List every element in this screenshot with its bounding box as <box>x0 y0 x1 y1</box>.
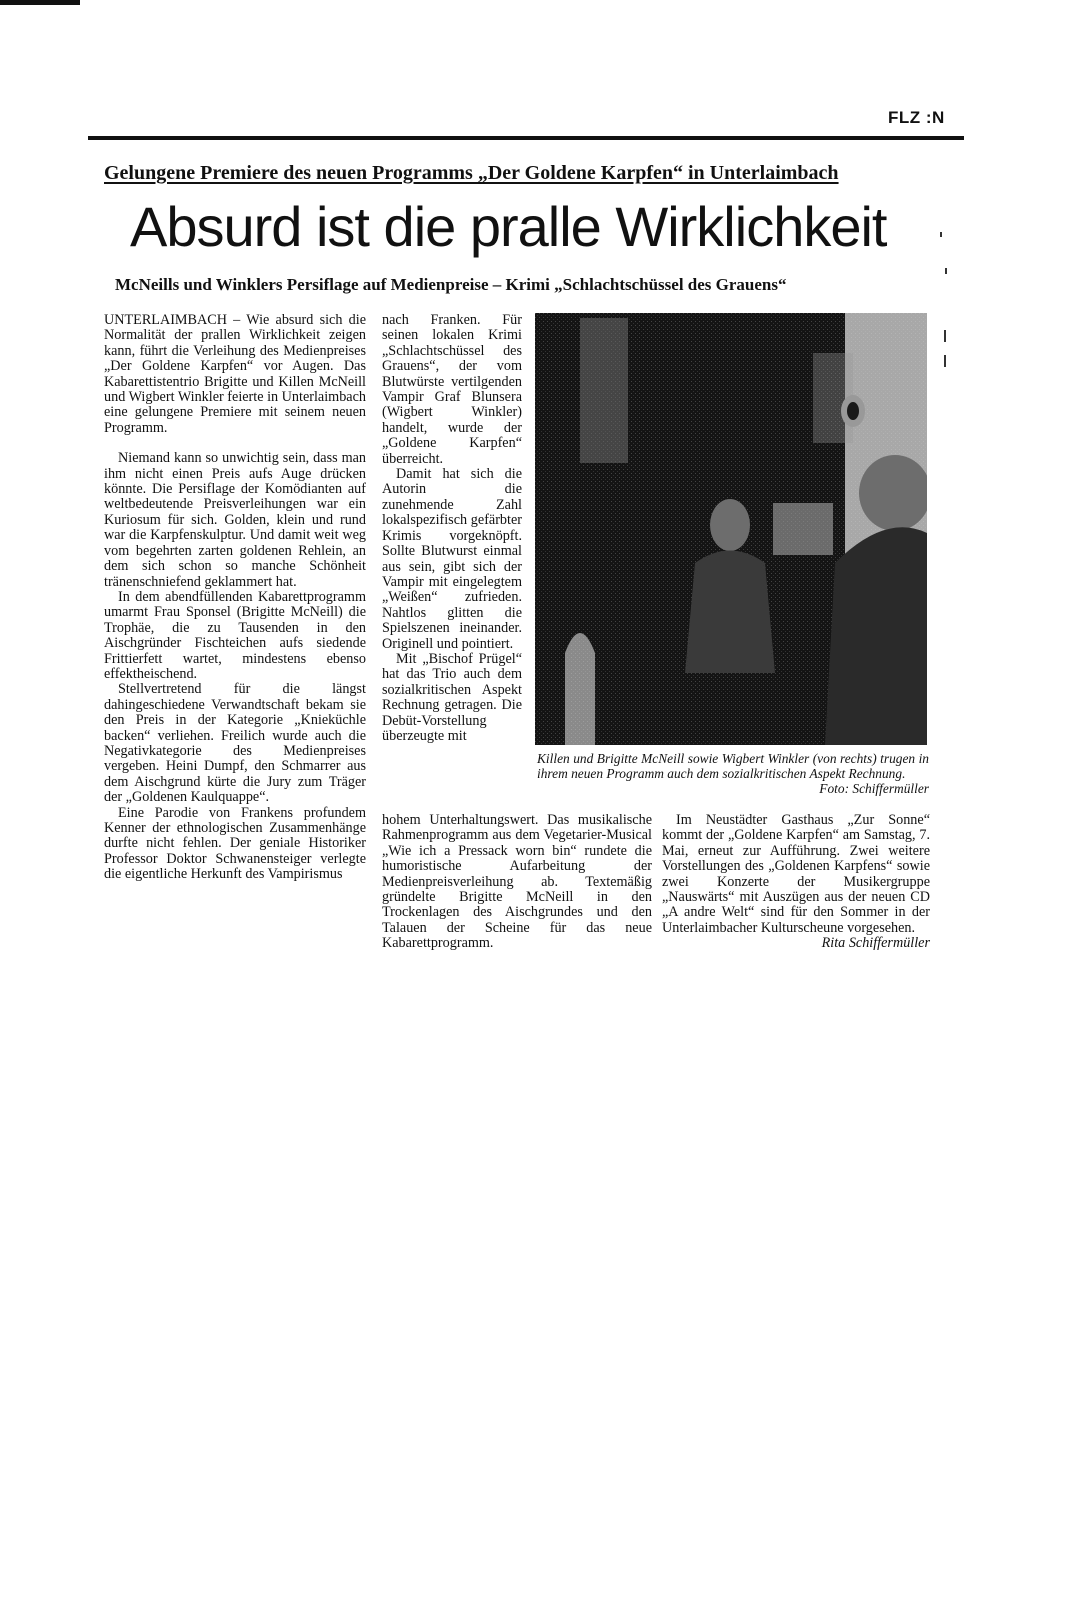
photo-caption <box>537 751 929 797</box>
header-rule <box>88 136 964 140</box>
paragraph: nach Franken. Für seinen lokalen Krimi „Schlachtschüssel des Grauens“, der vom Blutwürste vertilgenden Vampir Graf Blunsera (Wigbert Winkler) handelt, wurde der „Goldene Karpfen“ überreicht. <box>382 312 522 467</box>
kicker: Gelungene Premiere des neuen Programms „Der Goldene Karpfen“ in Unterlaimbach <box>104 162 839 184</box>
paragraph: Mit „Bischof Prügel“ hat das Trio auch dem sozialkritischen Aspekt Rechnung getragen. Die Debüt-Vorstellung überzeugte mit <box>382 650 522 744</box>
scan-artifact <box>944 355 946 367</box>
paragraph: Stellvertretend für die längst dahingeschiedene Verwandtschaft bekam sie den Preis in der Kategorie „Knieküchle backen“ verliehen. Freilich wurde auch die Negativkategorie des Medienpreises vergeben. Heini Dumpf, den Schmarrer aus dem Aischgrund kürte die Jury zum Träger der „Goldenen Kaulquappe“. <box>104 681 366 806</box>
paragraph: In dem abendfüllenden Kabarettprogramm umarmt Frau Sponsel (Brigitte McNeill) die Trophäe, die zu Tausenden in den Aischgründer Fischteichen aufs siedende Frittierfett wartet, mindestens ebenso effektheischend. <box>104 588 366 682</box>
photo-credit: Foto: Schiffermüller <box>819 781 929 797</box>
paragraph: Im Neustädter Gasthaus „Zur Sonne“ kommt der „Goldene Karpfen“ am Samstag, 7. Mai, erneut zur Aufführung. Zwei weitere Vorstellungen des „Goldenen Karpfens“ sowie zwei Konzerte der Musikergruppe „Nauswärts“ mit Auszügen aus der neuen CD „A andre Welt“ sind für den Sommer in der Unterlaimbacher Kulturscheune vorgesehen. <box>662 812 930 936</box>
article-column-2-continued <box>382 813 652 952</box>
paragraph: UNTERLAIMBACH – Wie absurd sich die Normalität der prallen Wirklichkeit zeigen kann, führt die Verleihung des Medienpreises „Der Goldene Karpfen“ vor Augen. Das Kabarettistentrio Brigitte und Killen McNeill und Wigbert Winkler feierte in Unterlaimbach eine gelungene Premiere mit seinem neuen Programm. <box>104 312 366 436</box>
article-photo <box>535 313 927 745</box>
scan-artifact <box>944 330 946 342</box>
scan-artifact <box>945 268 947 274</box>
paragraph: Damit hat sich die Autorin die zunehmende Zahl lokalspezifisch gefärbter Krimis vorgeknöpft. Sollte Blutwurst einmal aus sein, gibt sich der Vampir mit eingelegtem „Weißen“ zufrieden. Nahtlos glitten die Spielszenen ineinander. Originell und pointiert. <box>382 466 522 652</box>
subheadline: McNeills und Winklers Persiflage auf Medienpreise – Krimi „Schlachtschüssel des Grauens“ <box>115 275 787 294</box>
author-byline: Rita Schiffermüller <box>821 935 930 952</box>
scan-artifact <box>940 232 942 237</box>
article-column-3 <box>662 813 930 952</box>
article-column-2 <box>382 313 522 744</box>
page-tag: FLZ :N <box>888 108 945 127</box>
paragraph: hohem Unterhaltungswert. Das musikalische Rahmenprogramm aus dem Vegetarier-Musical „Wie ich a Pressack worn bin“ rundete die humoristische Aufarbeitung der Medienpreisverleihung ab. Textemäßig gründelte Brigitte McNeill in den Trockenlagen des Aischgrundes und den Talauen der Scheine für das neue Kabarettprogramm. <box>382 812 652 952</box>
paragraph: Eine Parodie von Frankens profundem Kenner der ethnologischen Zusammenhänge durfte nicht fehlen. Der geniale Historiker Professor Doktor Schwanensteiger verlegte die eigentliche Herkunft des Vampirismus <box>104 804 366 883</box>
headline: Absurd ist die pralle Wirklichkeit <box>130 195 887 258</box>
paragraph: Niemand kann so unwichtig sein, dass man ihm nicht einen Preis aufs Auge drücken könnte. Die Persiflage der Komödianten auf weltbedeutende Preisverleihungen war ein Kuriosum für sich. Golden, klein und rund war die Karpfenskulptur. Und damit weit weg vom begehrten zarten goldenen Rehlein, an dem sich schon so manche Schönheit tränenschniefend geklammert hat. <box>104 450 366 590</box>
scan-edge-mark <box>0 0 80 5</box>
article-column-1 <box>104 313 366 883</box>
caption-text: Killen und Brigitte McNeill sowie Wigbert Winkler (von rechts) trugen in ihrem neuen Programm auch dem sozialkritischen Aspekt Rechnung. <box>537 751 929 782</box>
